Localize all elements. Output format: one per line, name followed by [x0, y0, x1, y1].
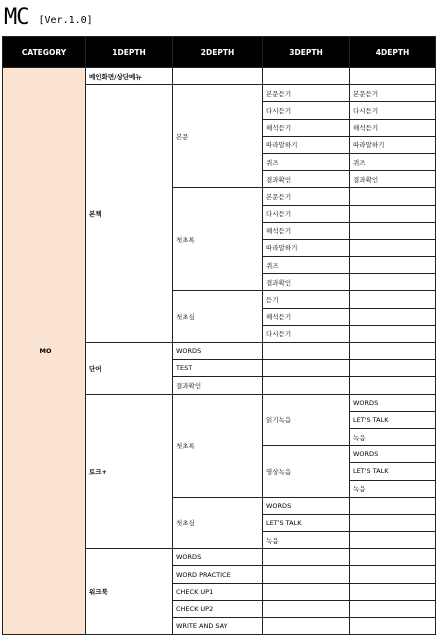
depth4-cell [350, 360, 436, 377]
depth4-cell: 따라말하기 [350, 136, 436, 153]
depth2-cell: 첫초심 [173, 291, 263, 343]
depth3-cell [263, 600, 350, 617]
menu-structure-table [2, 36, 436, 635]
document-title: MC [4, 5, 29, 30]
depth3-cell: 해석듣기 [263, 308, 350, 325]
depth4-cell: 본문듣기 [350, 85, 436, 102]
depth3-cell [263, 360, 350, 377]
depth3-cell: 본문듣기 [263, 188, 350, 205]
depth4-cell [350, 308, 436, 325]
depth4-cell [350, 274, 436, 291]
depth4-cell: WORDS [350, 394, 436, 411]
depth3-cell [263, 618, 350, 635]
depth3-cell: 다시듣기 [263, 205, 350, 222]
depth3-cell [263, 583, 350, 600]
depth2-cell: 첫초록 [173, 394, 263, 497]
depth4-cell [350, 532, 436, 549]
depth3-cell [263, 566, 350, 583]
depth2-cell [173, 68, 263, 85]
depth4-cell [350, 514, 436, 531]
depth2-cell: CHECK UP2 [173, 600, 263, 617]
depth4-cell: 해석듣기 [350, 119, 436, 136]
depth3-cell: 듣기 [263, 291, 350, 308]
depth3-cell: WORDS [263, 497, 350, 514]
depth3-cell: 본문듣기 [263, 85, 350, 102]
depth3-cell: 퀴즈 [263, 257, 350, 274]
depth2-cell: WRITE AND SAY [173, 618, 263, 635]
depth4-cell [350, 377, 436, 394]
depth4-cell: 녹음 [350, 480, 436, 497]
depth2-cell: 첫초록 [173, 188, 263, 291]
depth3-cell: 영상녹음 [263, 446, 350, 498]
depth4-cell: 퀴즈 [350, 153, 436, 170]
depth4-cell [350, 549, 436, 566]
depth4-cell [350, 239, 436, 256]
table-header-row [3, 37, 436, 68]
table-row [3, 68, 436, 85]
depth4-cell: 결과확인 [350, 171, 436, 188]
category-cell: MO [3, 68, 86, 635]
depth2-cell: CHECK UP1 [173, 583, 263, 600]
depth1-cell: 메인화면/상단메뉴 [86, 68, 173, 85]
depth4-cell [350, 257, 436, 274]
depth2-cell: TEST [173, 360, 263, 377]
depth3-cell: 해석듣기 [263, 222, 350, 239]
depth1-cell: 토크+ [86, 394, 173, 549]
header-2depth: 2DEPTH [173, 37, 263, 68]
depth4-cell [350, 205, 436, 222]
depth4-cell [350, 566, 436, 583]
header-3depth: 3DEPTH [263, 37, 350, 68]
depth2-cell: WORDS [173, 343, 263, 360]
depth4-cell [350, 497, 436, 514]
depth3-cell: 다시듣기 [263, 102, 350, 119]
depth4-cell [350, 618, 436, 635]
depth3-cell: 따라말하기 [263, 239, 350, 256]
depth3-cell: 따라말하기 [263, 136, 350, 153]
depth4-cell [350, 291, 436, 308]
depth3-cell: 다시듣기 [263, 325, 350, 342]
depth4-cell [350, 325, 436, 342]
depth1-cell: 본책 [86, 85, 173, 343]
document-header [4, 0, 93, 30]
depth3-cell: 퀴즈 [263, 153, 350, 170]
header-4depth: 4DEPTH [350, 37, 436, 68]
depth2-cell: 본문 [173, 85, 263, 188]
depth1-cell: 단어 [86, 343, 173, 395]
header-category: CATEGORY [3, 37, 86, 68]
depth3-cell [263, 377, 350, 394]
depth4-cell [350, 188, 436, 205]
depth4-cell: LET'S TALK [350, 463, 436, 480]
depth2-cell: WORD PRACTICE [173, 566, 263, 583]
depth3-cell: 녹음 [263, 532, 350, 549]
depth4-cell [350, 600, 436, 617]
depth3-cell [263, 68, 350, 85]
depth4-cell: 다시듣기 [350, 102, 436, 119]
depth3-cell: 결과확인 [263, 274, 350, 291]
depth3-cell [263, 549, 350, 566]
depth4-cell [350, 343, 436, 360]
depth2-cell: WORDS [173, 549, 263, 566]
depth4-cell: LET'S TALK [350, 411, 436, 428]
depth3-cell: 해석듣기 [263, 119, 350, 136]
depth4-cell: WORDS [350, 446, 436, 463]
depth4-cell [350, 583, 436, 600]
depth4-cell [350, 222, 436, 239]
depth3-cell: 읽기녹음 [263, 394, 350, 446]
depth1-cell: 워크북 [86, 549, 173, 635]
depth2-cell: 결과확인 [173, 377, 263, 394]
depth3-cell: LET'S TALK [263, 514, 350, 531]
depth3-cell: 결과확인 [263, 171, 350, 188]
document-version: [Ver.1.0] [38, 15, 93, 26]
depth3-cell [263, 343, 350, 360]
depth2-cell: 첫초심 [173, 497, 263, 549]
depth4-cell [350, 68, 436, 85]
header-1depth: 1DEPTH [86, 37, 173, 68]
depth4-cell: 녹음 [350, 428, 436, 445]
